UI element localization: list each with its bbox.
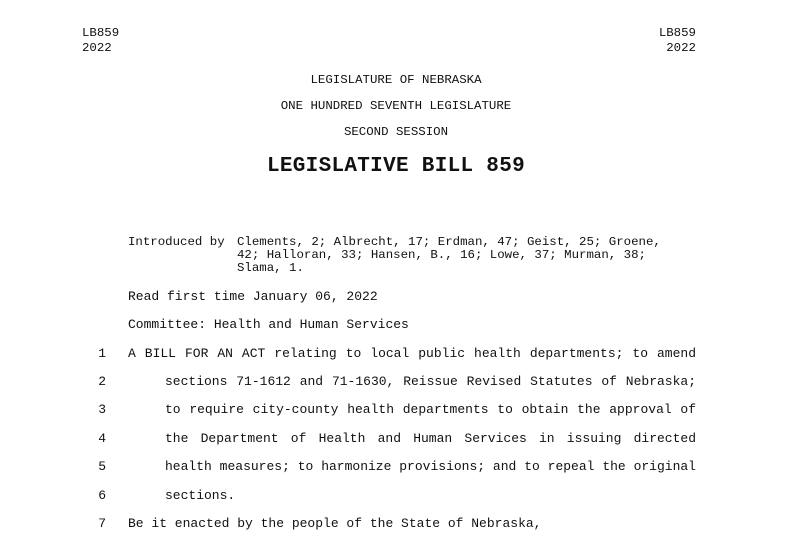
bill-line: Be it enacted by the people of the State of Nebraska, bbox=[128, 516, 542, 531]
legislature-heading: LEGISLATURE OF NEBRASKA bbox=[310, 73, 482, 87]
line-number: 2 bbox=[98, 374, 106, 389]
session-number-heading: ONE HUNDRED SEVENTH LEGISLATURE bbox=[280, 99, 512, 113]
bill-line: sections. bbox=[165, 488, 236, 503]
header-bill-number-right: LB859 bbox=[658, 26, 696, 40]
bill-line: the Department of Health and Human Services in issuing directed bbox=[165, 431, 696, 446]
line-number: 1 bbox=[98, 346, 106, 361]
line-number: 5 bbox=[98, 459, 106, 474]
line-number: 4 bbox=[98, 431, 106, 446]
introduced-by-label: Introduced by bbox=[128, 235, 225, 249]
sponsors-line-1: Clements, 2; Albrecht, 17; Erdman, 47; Geist, 25; Groene, bbox=[237, 235, 661, 249]
bill-line: health measures; to harmonize provisions; and to repeal the original bbox=[165, 459, 696, 474]
sponsors-line-2: 42; Halloran, 33; Hansen, B., 16; Lowe, 37; Murman, 38; bbox=[237, 248, 646, 262]
bill-line: to require city-county health departments to obtain the approval of bbox=[165, 402, 696, 417]
line-number: 6 bbox=[98, 488, 106, 503]
bill-title: LEGISLATIVE BILL 859 bbox=[266, 155, 526, 178]
session-heading: SECOND SESSION bbox=[343, 125, 449, 139]
bill-line: sections 71-1612 and 71-1630, Reissue Revised Statutes of Nebraska; bbox=[165, 374, 696, 389]
line-number: 3 bbox=[98, 402, 106, 417]
sponsors-line-3: Slama, 1. bbox=[237, 261, 304, 275]
read-first-time: Read first time January 06, 2022 bbox=[128, 289, 378, 304]
bill-line: A BILL FOR AN ACT relating to local public health departments; to amend bbox=[128, 346, 696, 361]
header-bill-number-left: LB859 bbox=[82, 26, 120, 40]
header-year-left: 2022 bbox=[82, 41, 112, 55]
committee: Committee: Health and Human Services bbox=[128, 317, 409, 332]
line-number: 7 bbox=[98, 516, 106, 531]
header-year-right: 2022 bbox=[666, 41, 696, 55]
